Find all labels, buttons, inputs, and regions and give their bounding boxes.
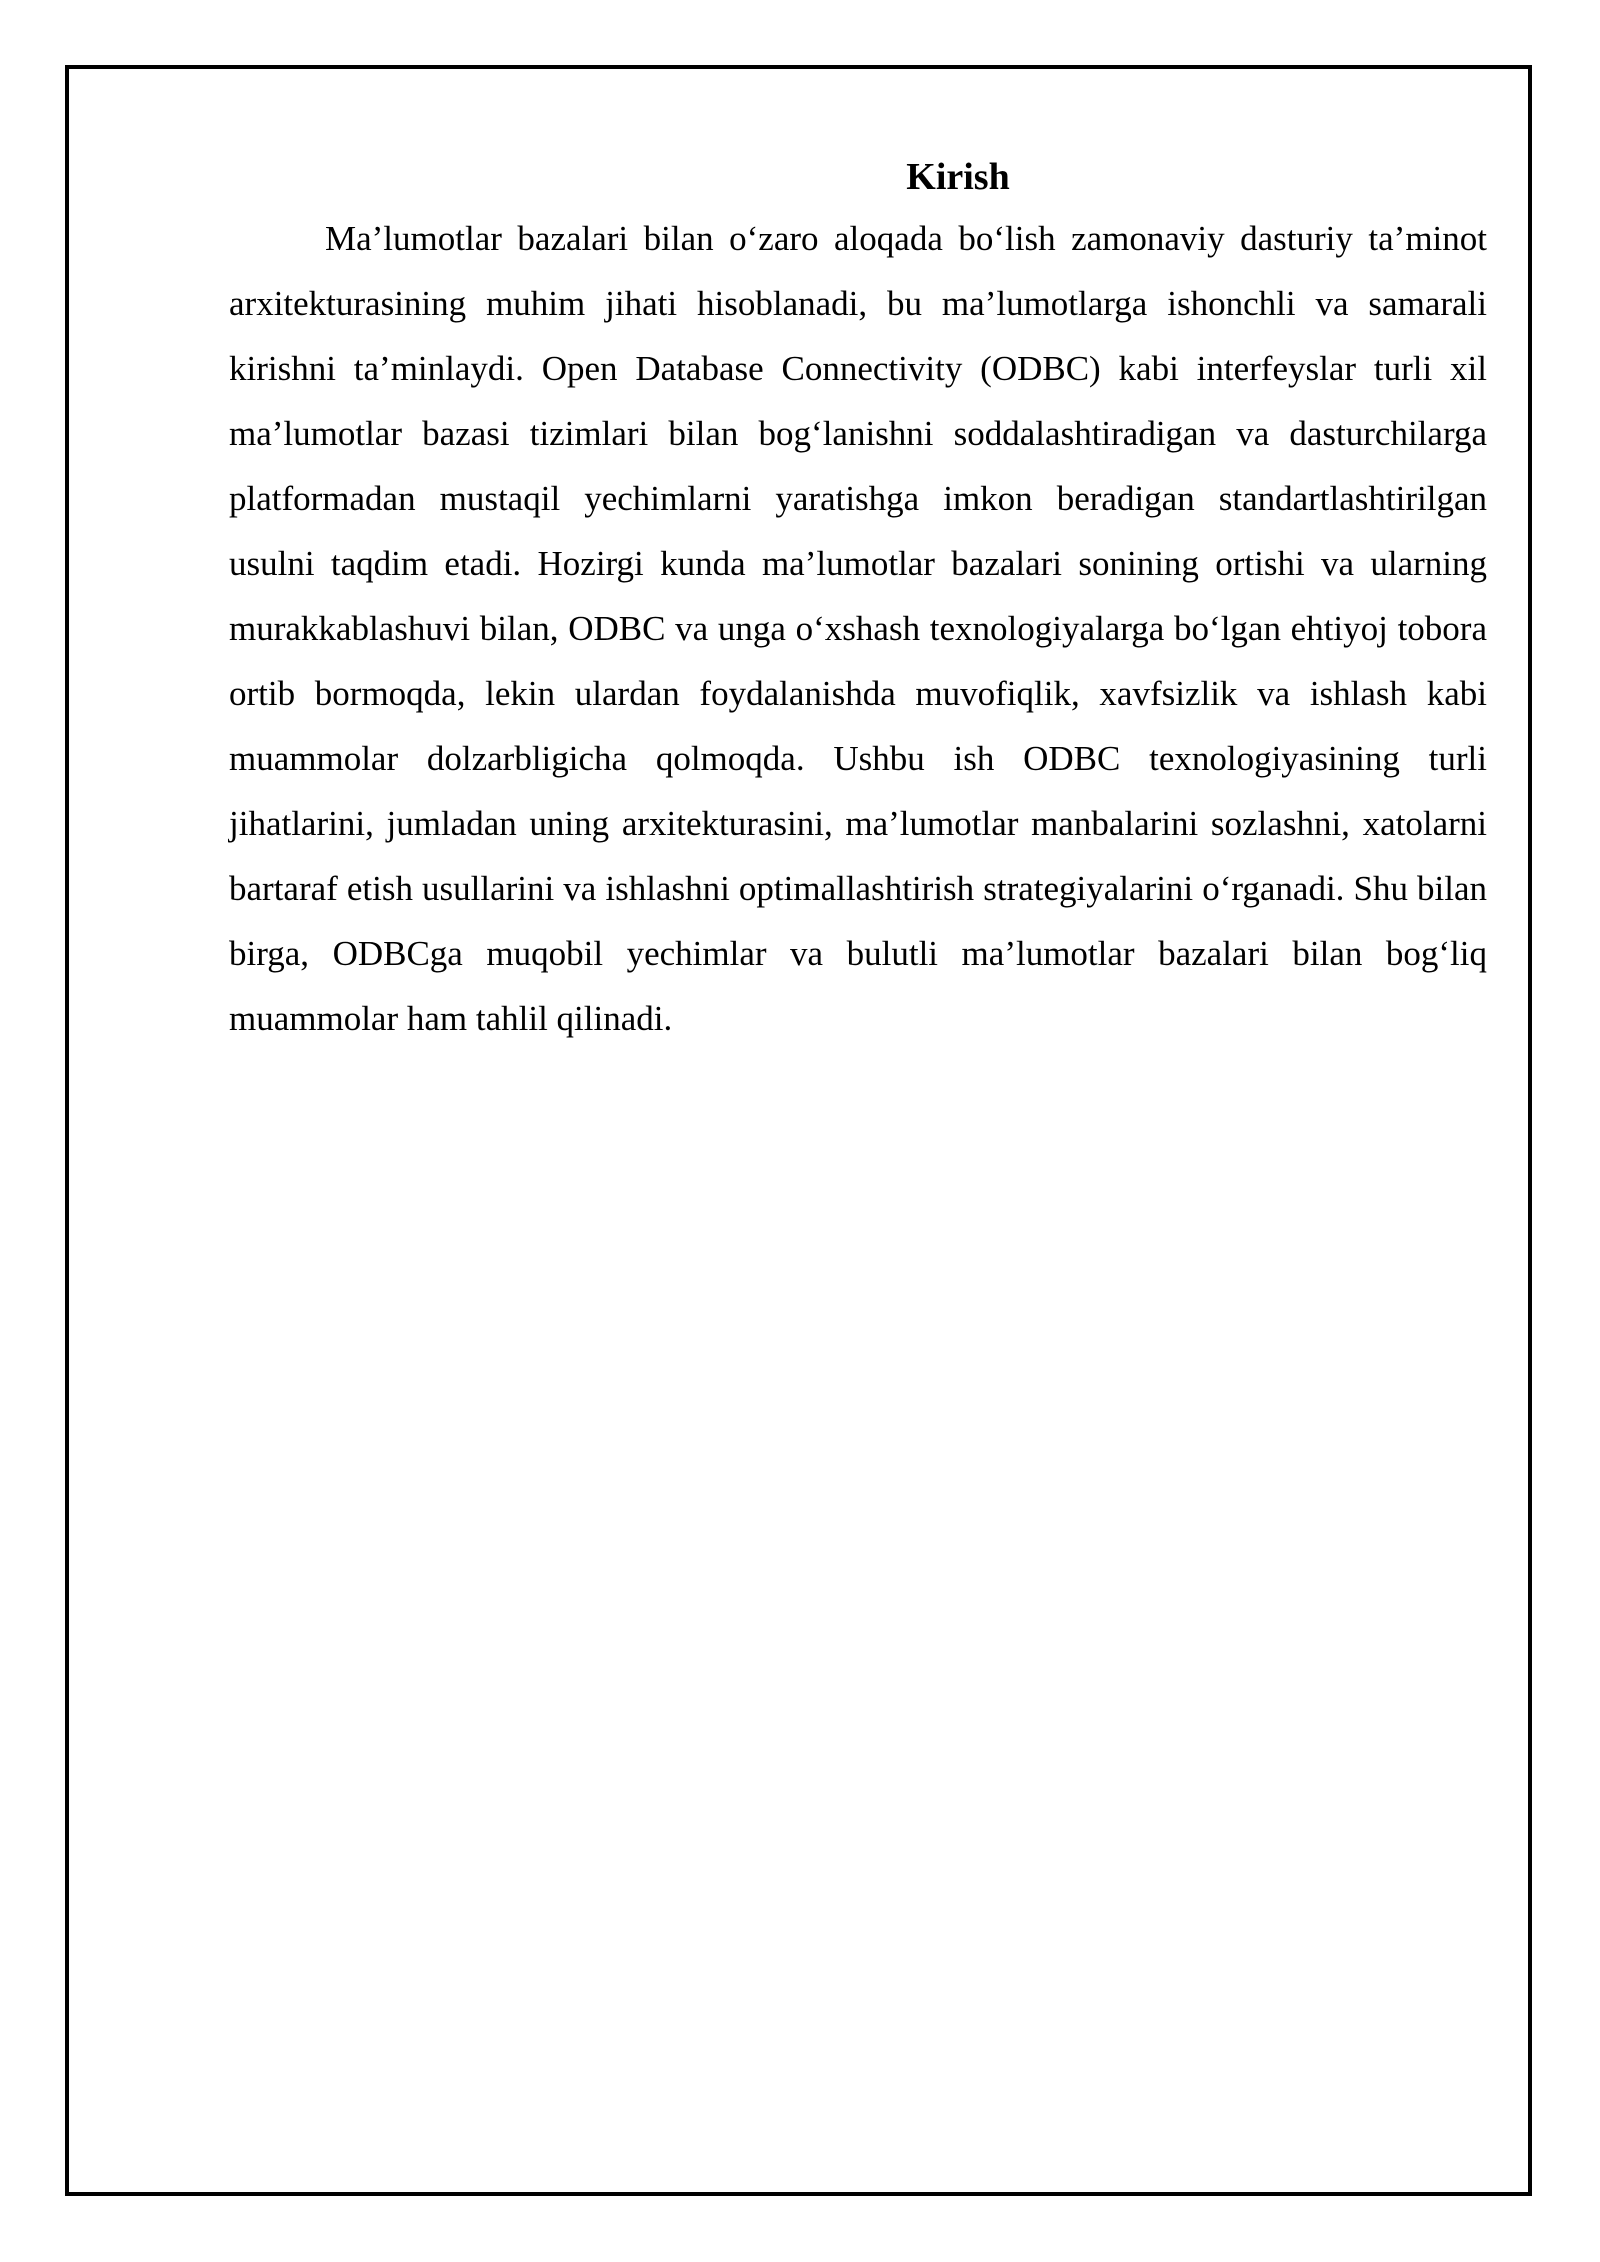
intro-paragraph: Ma’lumotlar bazalari bilan o‘zaro aloqada bo‘lish zamonaviy dasturiy ta’minot arxitekturasining muhim jihati hisoblanadi, bu ma’lumotlarga ishonchli va samarali kirishni ta’minlaydi. Open Database Connectivity (ODBC) kabi interfeyslar turli xil ma’lumotlar bazasi tizimlari bilan bog‘lanishni soddalashtiradigan va dasturchilarga platformadan mustaqil yechimlarni yaratishga imkon beradigan standartlashtirilgan usulni taqdim etadi. Hozirgi kunda ma’lumotlar bazalari sonining ortishi va ularning murakkablashuvi bilan, ODBC va unga o‘xshash texnologiyalarga bo‘lgan ehtiyoj tobora ortib bormoqda, lekin ulardan foydalanishda muvofiqlik, xavfsizlik va ishlash kabi muammolar dolzarbligicha qolmoqda. Ushbu ish ODBC texnologiyasining turli jihatlarini, jumladan uning arxitekturasini, ma’lumotlar manbalarini sozlashni, xatolarni bartaraf etish usullarini va ishlashni optimallashtirish strategiyalarini o‘rganadi. Shu bilan birga, ODBCga muqobil yechimlar va bulutli ma’lumotlar bazalari bilan bog‘liq muammolar ham tahlil qilinadi. [229,219,1487,1038]
document-body [229,148,1487,1051]
page-title: Kirish [906,156,1010,198]
